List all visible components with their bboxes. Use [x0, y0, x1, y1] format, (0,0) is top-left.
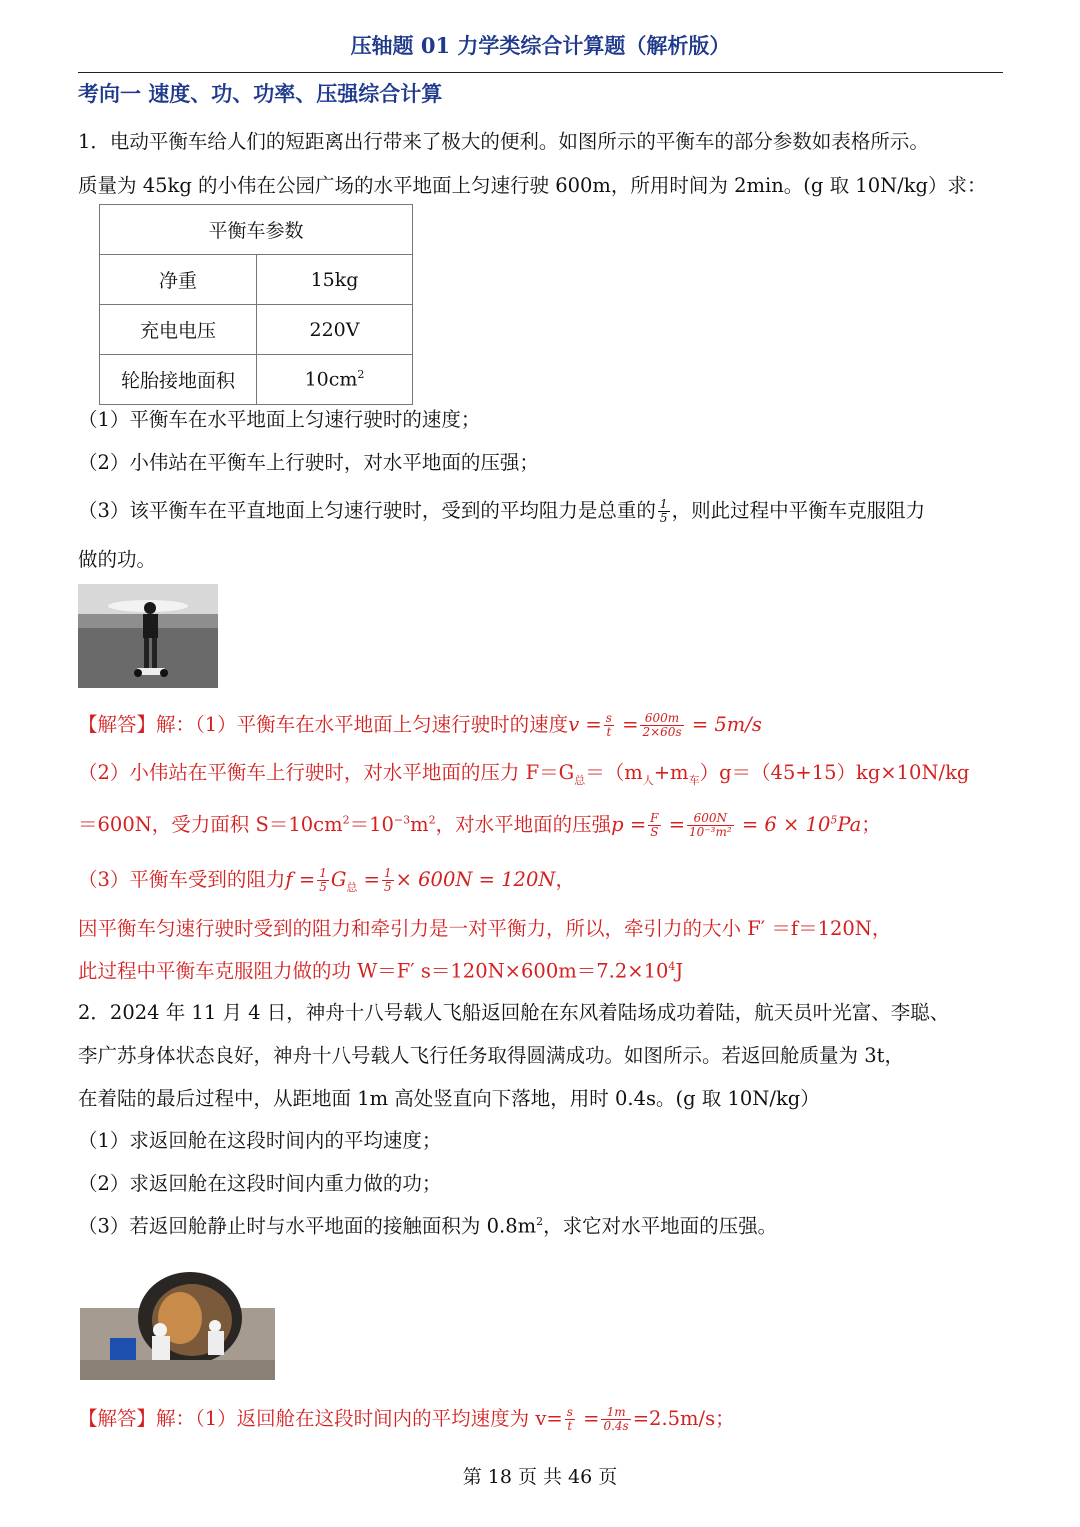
header-divider	[78, 72, 1003, 73]
table-cell-label: 轮胎接地面积	[100, 355, 257, 405]
q1-subquestion-3-cont: 做的功。	[78, 548, 157, 571]
fraction-one-fifth: $\frac{1}{5}$	[659, 497, 668, 526]
q1-answer-part3-line3: 此过程中平衡车克服阻力做的功 W＝F′ $s=120N\times 600m=7.2\times 10^4J$	[78, 959, 684, 983]
q1-answer-part2-line1: （2）小伟站在平衡车上行驶时，对水平地面的压力 $F=G_总=(m_人+m_车)g=(45+15)kg\times 10N/kg$	[78, 761, 970, 787]
table-row	[100, 255, 413, 305]
table-cell-label: 充电电压	[100, 305, 257, 355]
q2-text-line3: 在着陆的最后过程中，从距地面 1m 高处竖直向下落地，用时 0.4s。(g 取 10N/kg）	[78, 1087, 820, 1110]
page-header-title: 压轴题 01 力学类综合计算题（解析版）	[350, 33, 731, 58]
q1-answer-part2-line2: ＝600N，受力面积 $S=10cm^2=10^{-3}m^2$，对水平地面的压强p = $\frac{F}{S}$ = $\frac{600N}{\text{10⁻³m²}}$ = $6 \times 10^5Pa$；	[78, 811, 881, 840]
table-cell-label: 净重	[100, 255, 257, 305]
q1-subquestion-1: （1）平衡车在水平地面上匀速行驶时的速度；	[78, 408, 481, 431]
table-row	[100, 205, 413, 255]
q1-subquestion-3: （3）该平衡车在平直地面上匀速行驶时，受到的平均阻力是总重的 $\frac{1}{5}$ ，则此过程中平衡车克服阻力	[78, 497, 926, 526]
q2-subquestion-1: （1）求返回舱在这段时间内的平均速度；	[78, 1129, 442, 1152]
table-row	[100, 305, 413, 355]
table-row	[100, 355, 413, 405]
section-title: 考向一 速度、功、功率、压强综合计算	[78, 81, 443, 106]
table-cell-value: 15kg	[257, 255, 413, 305]
q2-subquestion-3: （3）若返回舱静止时与水平地面的接触面积为 $0.8m^2$，求它对水平地面的压强。	[78, 1214, 778, 1238]
page-number-footer: 第 18 页 共 46 页	[462, 1466, 618, 1488]
return-capsule-photo	[80, 1268, 275, 1380]
q1-text-line1: 1．电动平衡车给人们的短距离出行带来了极大的便利。如图所示的平衡车的部分参数如表格所示。	[78, 130, 929, 153]
q1-answer-part1: 【解答】解：（1）平衡车在水平地面上匀速行驶时的速度v = $\frac{s}{t}$ = $\frac{600m}{2\times 60s}$ = 5m/s	[78, 711, 762, 740]
table-cell-value: 220V	[257, 305, 413, 355]
q1-subquestion-2: （2）小伟站在平衡车上行驶时，对水平地面的压强；	[78, 451, 539, 474]
q2-text-line1: 2．2024 年 11 月 4 日，神舟十八号载人飞船返回舱在东风着陆场成功着陆，航天员叶光富、李聪、	[78, 1001, 950, 1024]
balance-car-photo	[78, 584, 218, 688]
q2-subquestion-2: （2）求返回舱在这段时间内重力做的功；	[78, 1172, 442, 1195]
q2-answer-part1: 【解答】解：（1）返回舱在这段时间内的平均速度为 v= $\frac{s}{t}$ = $\frac{1m}{0.4s}$ =2.5m/s；	[78, 1405, 735, 1434]
q2-text-line2: 李广苏身体状态良好，神舟十八号载人飞行任务取得圆满成功。如图所示。若返回舱质量为 3t，	[78, 1044, 904, 1067]
q1-answer-part3-line1: （3）平衡车受到的阻力f = $\frac{1}{5}$ $G_总$ = $\frac{1}{5}$ × 600N = 120N，	[78, 866, 575, 895]
q1-answer-part3-line2: 因平衡车匀速行驶时受到的阻力和牵引力是一对平衡力，所以，牵引力的大小 F′ ＝f＝120N，	[78, 917, 892, 940]
q1-text-line2: 质量为 45kg 的小伟在公园广场的水平地面上匀速行驶 600m，所用时间为 2min。(g 取 10N/kg）求：	[78, 174, 987, 197]
table-cell-value: $10cm^2$	[257, 355, 413, 405]
table-title: 平衡车参数	[100, 205, 413, 255]
answer-tag: 【解答】	[78, 1407, 157, 1431]
answer-tag: 【解答】	[78, 713, 157, 737]
balance-car-parameter-table	[99, 204, 413, 405]
